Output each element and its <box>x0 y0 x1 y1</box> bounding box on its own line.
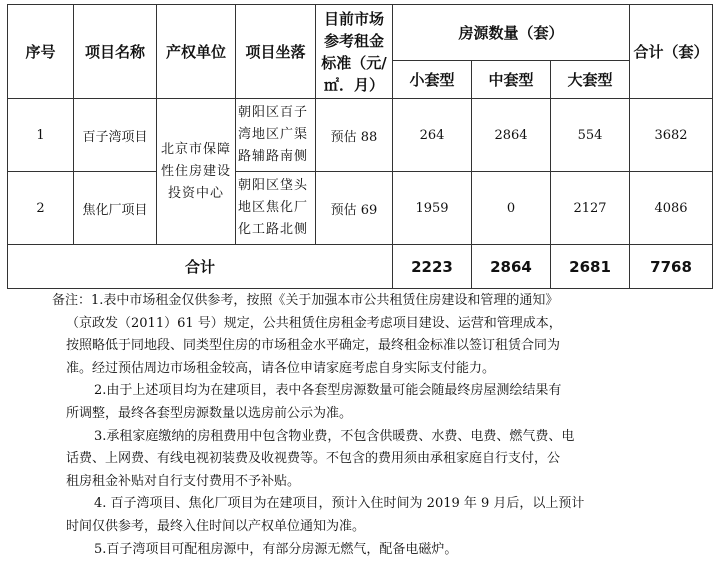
sum-label: 合计 <box>8 245 393 289</box>
table-row <box>8 172 713 245</box>
sum-small: 2223 <box>393 245 472 289</box>
row2-medium: 0 <box>472 172 551 245</box>
header-large: 大套型 <box>551 61 630 99</box>
header-small: 小套型 <box>393 61 472 99</box>
rental-housing-table <box>7 4 713 289</box>
row1-location: 朝阳区百子湾地区广渠路辅路南侧 <box>236 99 316 172</box>
row1-medium: 2864 <box>472 99 551 172</box>
header-supply: 房源数量（套） <box>393 5 630 61</box>
sum-row <box>8 245 713 289</box>
notes <box>22 290 702 561</box>
row2-name: 焦化厂项目 <box>74 172 157 245</box>
row1-name: 百子湾项目 <box>74 99 157 172</box>
row2-rent: 预估 69 <box>316 172 393 245</box>
note1-line1: 备注：1.表中市场租金仅供参考，按照《关于加强本市公共租赁住房建设和管理的通知》 <box>52 293 559 308</box>
owner-cell: 北京市保障性住房建设投资中心 <box>157 99 236 245</box>
note2-line1: 2.由于上述项目均为在建项目，表中各套型房源数量可能会随最终房屋测绘结果有 <box>94 383 562 399</box>
row2-seq: 2 <box>8 172 74 245</box>
row1-total: 3682 <box>630 99 713 172</box>
note3-line3: 租房租金补贴对自行支付费用不予补贴。 <box>66 473 301 489</box>
sum-total: 7768 <box>630 245 713 289</box>
sum-large: 2681 <box>551 245 630 289</box>
row2-location: 朝阳区垡头地区焦化厂化工路北侧 <box>236 172 316 245</box>
header-total: 合计（套） <box>630 5 713 99</box>
row1-small: 264 <box>393 99 472 172</box>
note4-line1: 4. 百子湾项目、焦化厂项目为在建项目，预计入住时间为 2019 年 9 月后，以上预计 <box>94 496 585 512</box>
table-row <box>8 99 713 172</box>
row1-rent: 预估 88 <box>316 99 393 172</box>
row1-seq: 1 <box>8 99 74 172</box>
header-seq: 序号 <box>8 5 74 99</box>
note5-line1: 5.百子湾项目可配租房源中，有部分房源无燃气，配备电磁炉。 <box>94 541 458 557</box>
note1-line3: 按照略低于同地段、同类型住房的市场租金水平确定，最终租金标准以签订租赁合同为 <box>66 338 561 354</box>
header-medium: 中套型 <box>472 61 551 99</box>
row2-small: 1959 <box>393 172 472 245</box>
row2-large: 2127 <box>551 172 630 245</box>
header-location: 项目坐落 <box>236 5 316 99</box>
note2-line2: 所调整，最终各套型房源数量以选房前公示为准。 <box>66 405 353 421</box>
row2-total: 4086 <box>630 172 713 245</box>
note3-line2: 话费、上网费、有线电视初装费及收视费等。不包含的费用须由承租家庭自行支付，公 <box>66 451 561 467</box>
sum-medium: 2864 <box>472 245 551 289</box>
header-owner: 产权单位 <box>157 5 236 99</box>
row1-large: 554 <box>551 99 630 172</box>
header-project-name: 项目名称 <box>74 5 157 99</box>
note4-line2: 时间仅供参考，最终入住时间以产权单位通知为准。 <box>66 518 366 534</box>
note3-line1: 3.承租家庭缴纳的房租费用中包含物业费，不包含供暖费、水费、电费、燃气费、电 <box>94 428 575 444</box>
note1-line4: 准。经过预估周边市场租金较高，请各位申请家庭考虑自身实际支付能力。 <box>66 360 496 376</box>
header-rent: 目前市场参考租金标准（元/㎡．月） <box>316 5 393 99</box>
note1-line2: （京政发（2011）61 号）规定，公共租赁住房租金考虑项目建设、运营和管理成本， <box>66 315 562 331</box>
